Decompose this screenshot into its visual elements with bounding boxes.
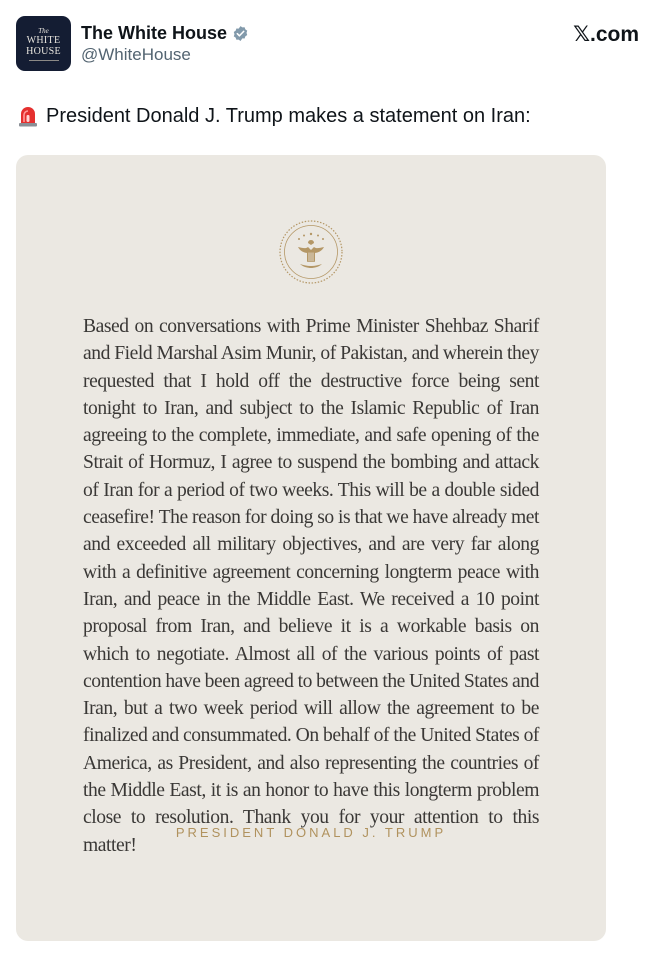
statement-text: Based on conversations with Prime Minister Shehbaz Sharif and Field Marshal Asim Munir, of Pakistan, and wherein they requested that I hold off the destructive force being sent tonight to Iran, and subject to the Islamic Republic of Iran agreeing to the complete, immediate, and safe opening of the Strait of Hormuz, I agree to suspend the bombing and attack of Iran for a period of two weeks. This will be a double sided ceasefire! The reason for doing so is that we have already met and exceeded all military objectives, and are very far along with a definitive agreement concerning longterm peace with Iran, and peace in the Middle East. We received a 10 point proposal from Iran, and believe it is a workable basis on which to negotiate. Almost all of the various points of past contention have been agreed to between the United States and Iran, but a two week period will allow the agreement to be finalized and consummated. On behalf of the United States of America, as President, and also representing the countries of the Middle East, it is an honor to have this longterm problem close to resolution. Thank you for your attention to this matter! (83, 316, 539, 856)
verified-badge-icon (232, 25, 249, 42)
x-logo[interactable]: 𝕏.com (573, 23, 639, 46)
author-block (81, 22, 249, 66)
avatar-line-3: HOUSE (26, 45, 61, 57)
tweet-body-text: President Donald J. Trump makes a statement on Iran: (46, 105, 531, 127)
statement-image[interactable] (16, 155, 606, 941)
siren-icon (18, 105, 38, 127)
tweet-text (18, 103, 638, 129)
display-name[interactable]: The White House (81, 23, 228, 43)
presidential-seal-icon (278, 219, 344, 285)
tweet-header (0, 0, 656, 90)
name-row (81, 22, 249, 44)
avatar-rule (29, 60, 59, 61)
statement-signature: PRESIDENT DONALD J. TRUMP (175, 825, 447, 840)
avatar-line-2: WHITE (26, 34, 61, 46)
avatar-line-1: The (38, 26, 49, 35)
avatar[interactable] (16, 16, 71, 71)
handle[interactable]: @WhiteHouse (81, 45, 191, 64)
